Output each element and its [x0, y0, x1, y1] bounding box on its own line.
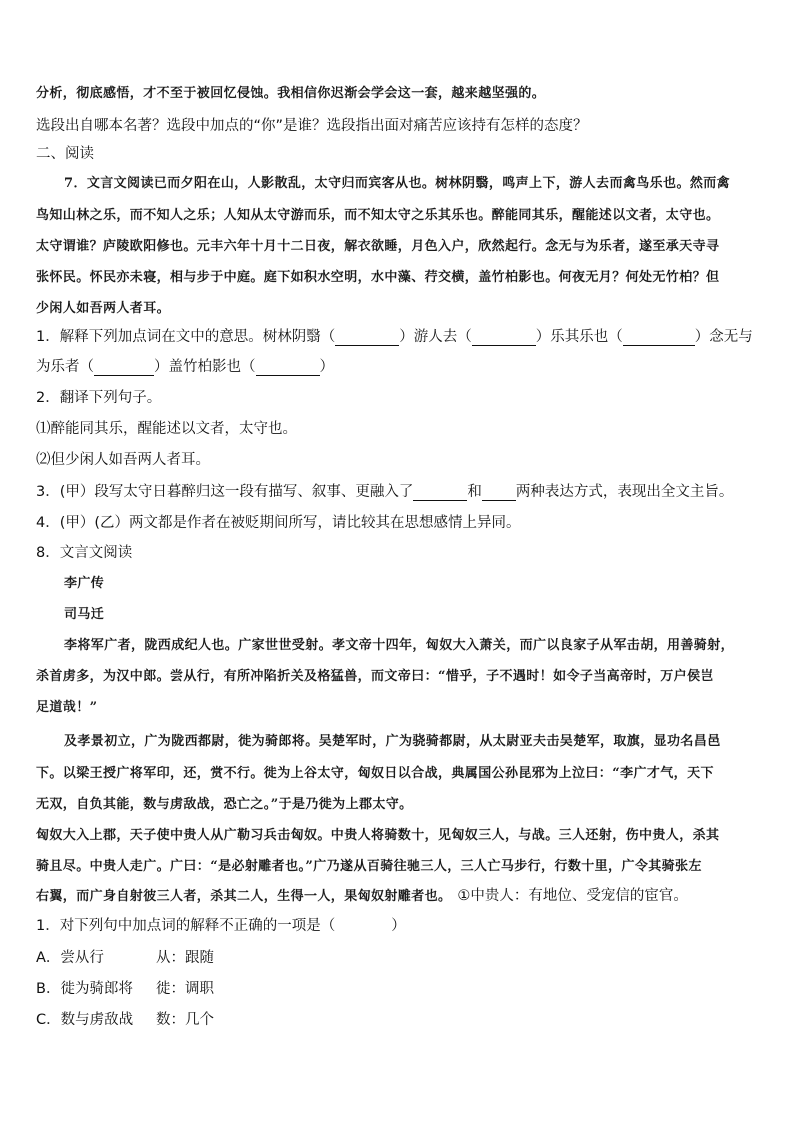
passage-line: 足道哉！”: [36, 700, 98, 715]
answer-blank[interactable]: [413, 486, 467, 501]
question-2: 2．翻译下列句子。: [36, 390, 162, 406]
answer-blank[interactable]: [472, 331, 536, 346]
passage-title: 李广传: [64, 576, 105, 591]
text-line: 分析，彻底感悟，才不至于被回忆侵蚀。我相信你迟渐会学会这一套，越来越坚强的。: [36, 86, 546, 101]
answer-blank[interactable]: [623, 331, 695, 346]
passage-line: 7．文言文阅读已而夕阳在山，人影散乱，太守归而宾客从也。树林阴翳，鸣声上下，游人去而禽鸟乐也。然而禽: [64, 176, 731, 191]
passage-line-with-note: 右翼，而广身自射彼三人者，杀其二人，生得一人，果匈奴射雕者也。 ①中贵人：有地位、受宠信的宦官。: [36, 888, 688, 904]
footnote: ①中贵人：有地位、受宠信的宦官。: [457, 888, 688, 904]
question-1-cont: 为乐者（ ）盖竹柏影也（ ）: [36, 359, 334, 375]
answer-blank[interactable]: [94, 361, 154, 376]
passage-line: 太守谓谁？庐陵欧阳修也。元丰六年十月十二日夜，解衣欲睡，月色入户，欣然起行。念无与为乐者，遂至承天寺寻: [36, 239, 720, 254]
section-heading: 二、阅读: [36, 146, 94, 162]
answer-blank[interactable]: [335, 331, 399, 346]
option-a[interactable]: A．尝从行 从：跟随: [36, 950, 214, 966]
sentence-1: ⑴醉能同其乐，醒能述以文者，太守也。: [36, 421, 297, 437]
sentence-2: ⑵但少闲人如吾两人者耳。: [36, 452, 210, 468]
answer-blank[interactable]: [482, 486, 516, 501]
answer-blank[interactable]: [256, 361, 320, 376]
passage-line: 鸟知山林之乐，而不知人之乐；人知从太守游而乐，而不知太守之乐其乐也。醉能同其乐，醒能述以文者，太守也。: [36, 208, 720, 223]
passage-line: 杀首虏多，为汉中郎。尝从行，有所冲陷折关及格猛兽，而文帝曰：“惜乎，子不遇时！如令子当高帝时，万户侯岂: [36, 669, 714, 684]
passage-line: 无双，自负其能，数与虏敌战，恐亡之。”于是乃徙为上郡太守。: [36, 797, 413, 812]
option-c[interactable]: C．数与虏敌战 数：几个: [36, 1012, 214, 1028]
passage-line: 及孝景初立，广为陇西都尉，徙为骑郎将。吴楚军时，广为骁骑都尉，从太尉亚夫击吴楚军，取旗，显功名昌邑: [64, 734, 721, 749]
question-4: 4．(甲）(乙）两文都是作者在被贬期间所写，请比较其在思想感情上异同。: [36, 515, 521, 531]
question-8-1: 1．对下列句中加点词的解释不正确的一项是（ ）: [36, 918, 406, 934]
question-3: 3．(甲）段写太守日暮醉归这一段有描写、叙事、更融入了 和 两种表达方式，表现出全文主旨。: [36, 484, 734, 500]
option-b[interactable]: B．徙为骑郎将 徙：调职: [36, 981, 214, 997]
passage-line: 李将军广者，陇西成纪人也。广家世世受射。孝文帝十四年，匈奴大入萧关，而广以良家子从军击胡，用善骑射，: [64, 638, 735, 653]
passage-line: 匈奴大入上郡，天子使中贵人从广勒习兵击匈奴。中贵人将骑数十，见匈奴三人，与战。三人还射，伤中贵人，杀其: [36, 828, 720, 843]
passage-line: 张怀民。怀民亦未寝，相与步于中庭。庭下如积水空明，水中藻、荇交横，盖竹柏影也。何夜无月？何处无竹柏？但: [36, 270, 720, 285]
section-heading: 8．文言文阅读: [36, 545, 133, 561]
passage-author: 司马迁: [64, 607, 105, 622]
passage-line: 少闲人如吾两人者耳。: [36, 301, 171, 316]
passage-line: 骑且尽。中贵人走广。广曰：“是必射雕者也。”广乃遂从百骑往驰三人，三人亡马步行，行数十里，广令其骑张左: [36, 859, 702, 874]
question-1: 1．解释下列加点词在文中的意思。树林阴翳（ ）游人去（ ）乐其乐也（ ）念无与: [36, 329, 753, 345]
passage-line: 下。以梁王授广将军印，还，赏不行。徙为上谷太守，匈奴日以合战，典属国公孙昆邪为上泣曰：“李广才气，天下: [36, 766, 714, 781]
question-text: 选段出自哪本名著？选段中加点的“你”是谁？选段指出面对痛苦应该持有怎样的态度？: [36, 118, 588, 134]
